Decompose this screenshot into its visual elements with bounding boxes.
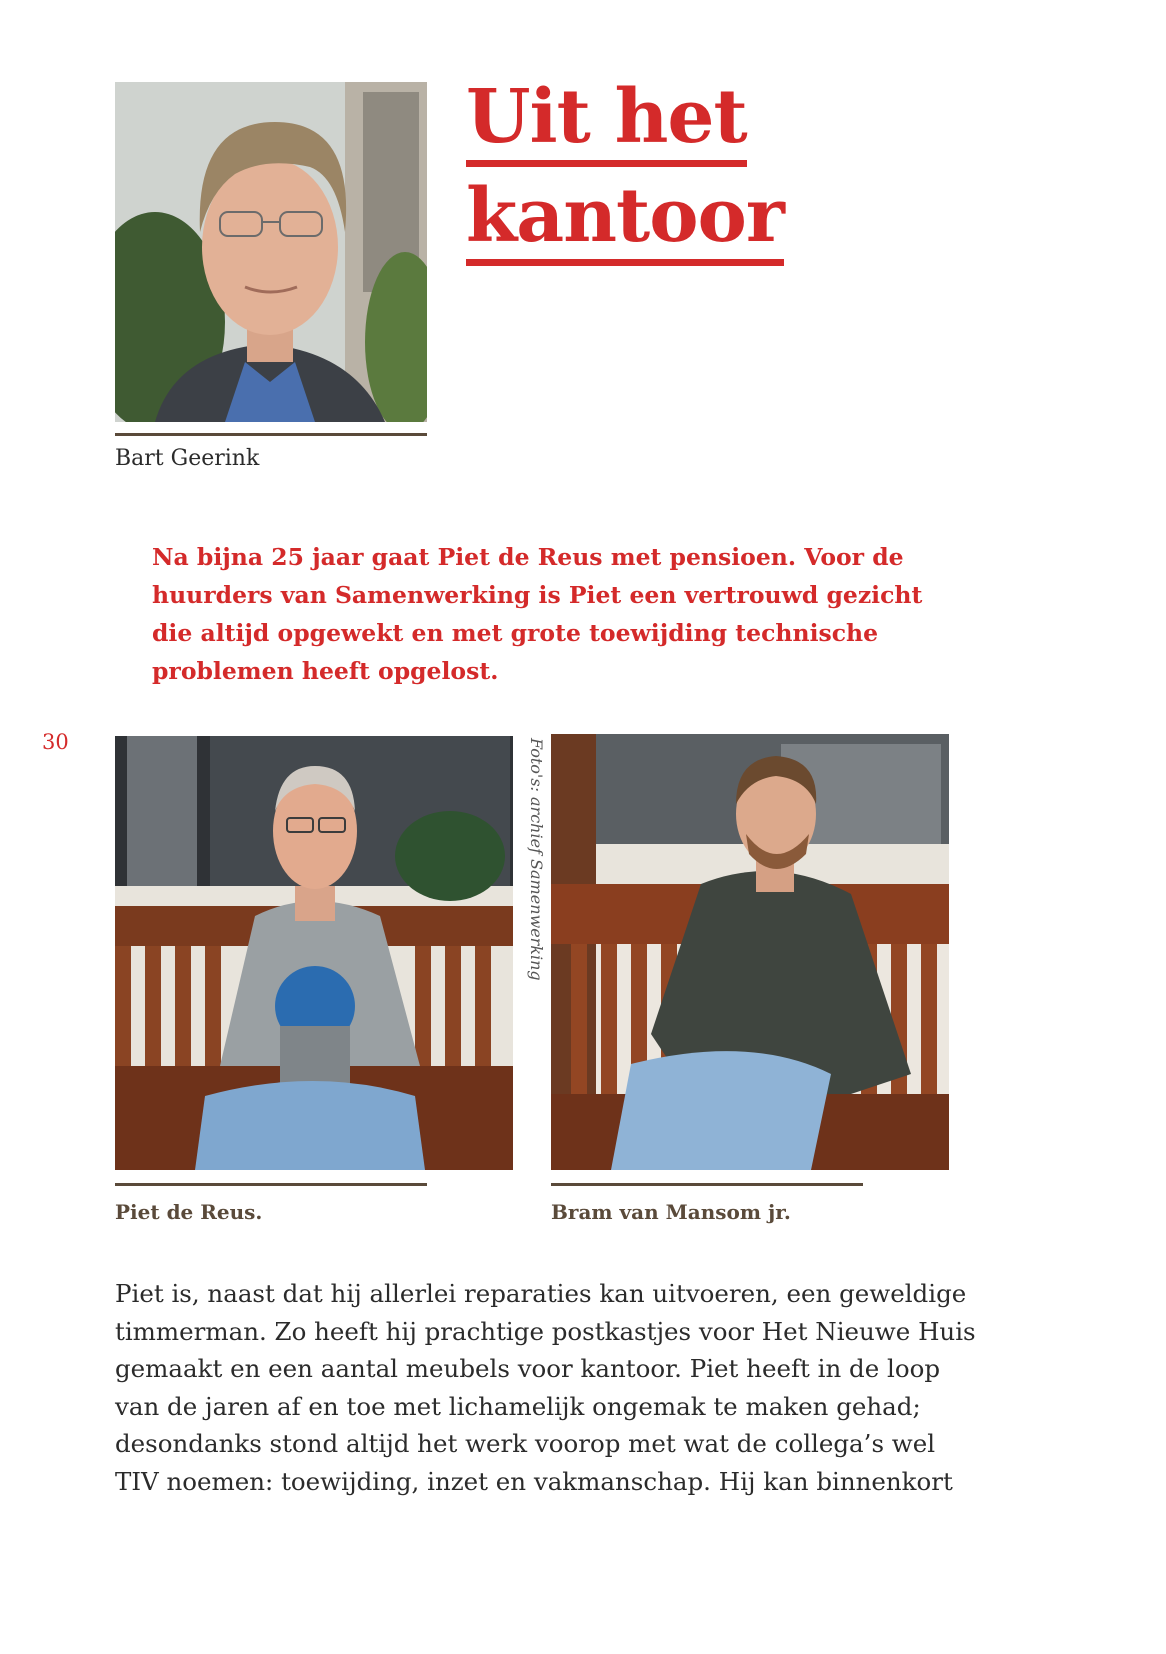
author-name: Bart Geerink <box>115 446 260 471</box>
photo-bram-van-mansom <box>551 734 949 1170</box>
photo-1-caption: Piet de Reus. <box>115 1200 263 1224</box>
author-photo-rule <box>115 433 427 436</box>
body-text <box>115 1275 976 1500</box>
body-line: Piet is, naast dat hij allerlei reparaties kan uitvoeren, een geweldige <box>115 1279 967 1308</box>
title-line-2: kantoor <box>466 175 784 266</box>
photo-piet-de-reus <box>115 736 513 1170</box>
photo-credit: Foto's: archief Samenwerking <box>527 738 546 981</box>
intro-paragraph: Na bijna 25 jaar gaat Piet de Reus met pensioen. Voor de huurders van Samenwerking is Piet een vertrouwd gezicht die altijd opgewekt en met grote toewijding technische problemen heeft opgelost. <box>152 543 923 685</box>
photo-1-rule <box>115 1183 427 1186</box>
body-line: TIV noemen: toewijding, inzet en vakmanschap. Hij kan binnenkort <box>115 1466 953 1496</box>
body-line: timmerman. Zo heeft hij prachtige postkastjes voor Het Nieuwe Huis <box>115 1316 976 1346</box>
photo-2-caption: Bram van Mansom jr. <box>551 1200 791 1224</box>
body-line: van de jaren af en toe met lichamelijk ongemak te maken gehad; <box>115 1391 921 1421</box>
body-line: desondanks stond altijd het werk voorop met wat de collega’s wel <box>115 1429 936 1458</box>
author-photo <box>115 82 427 422</box>
photo-2-rule <box>551 1183 863 1186</box>
page-number: 30 <box>42 730 69 754</box>
page-title <box>466 76 784 266</box>
body-line: gemaakt en een aantal meubels voor kantoor. Piet heeft in de loop <box>115 1354 941 1383</box>
title-line-1: Uit het <box>466 76 747 167</box>
